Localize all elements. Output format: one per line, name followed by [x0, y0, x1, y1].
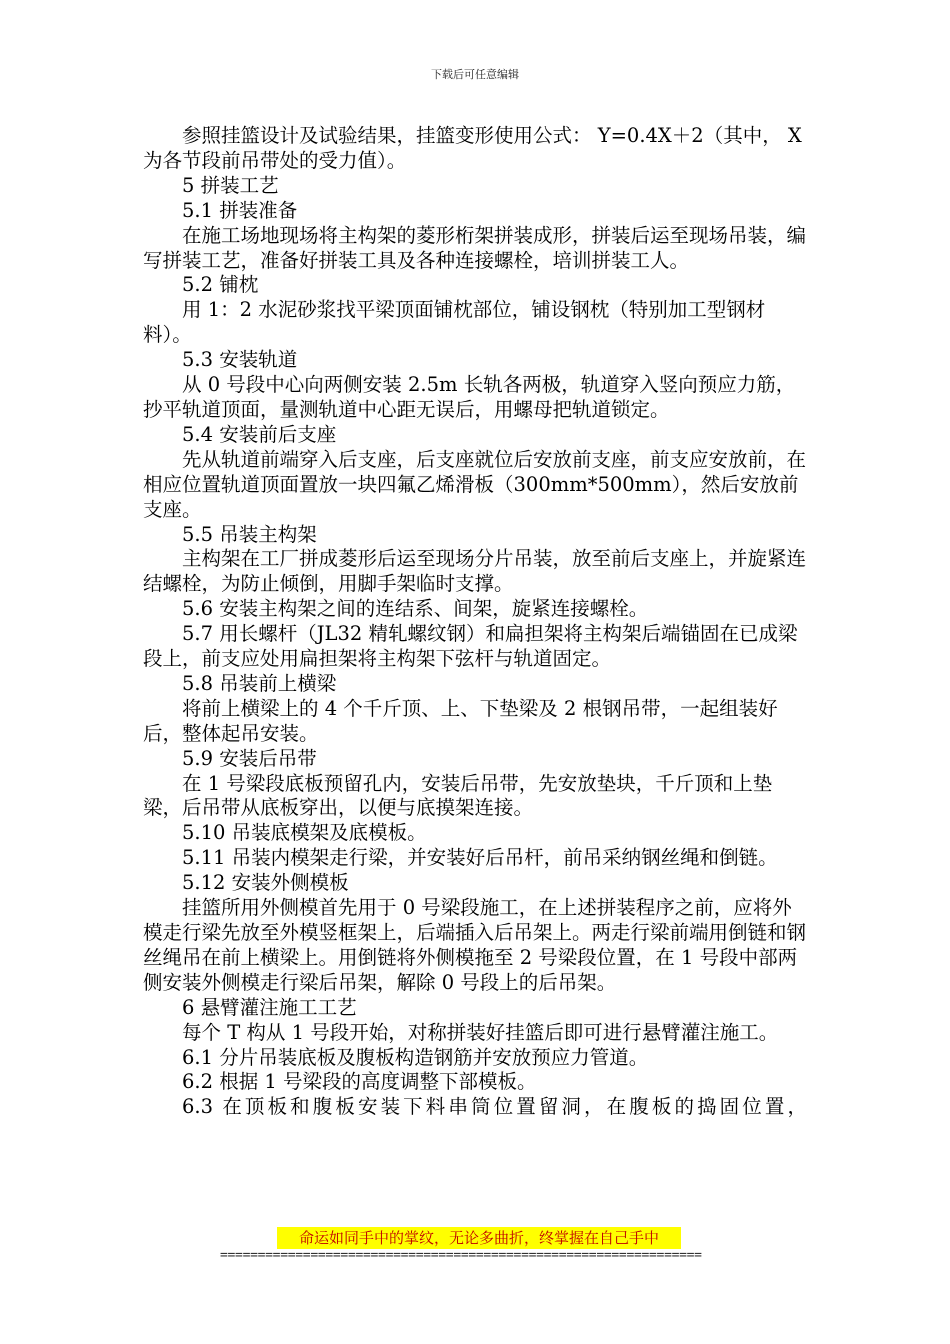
- paragraph: 5.2 铺枕: [182, 273, 259, 297]
- paragraph: 从 0 号段中心向两侧安装 2.5m 长轨各两极，轨道穿入竖向预应力筋，抄平轨道顶面，量测轨道中心距无误后，用螺母把轨道锁定。: [143, 373, 796, 421]
- paragraph: 5.1 拼装准备: [182, 198, 298, 222]
- paragraph: 6.2 根据 1 号梁段的高度调整下部模板。: [182, 1070, 537, 1094]
- paragraph: 5.4 安装前后支座: [182, 422, 337, 446]
- paragraph: 主构架在工厂拼成菱形后运至现场分片吊装，放至前后支座上，并旋紧连结螺栓，为防止倾倒，用脚手架临时支撑。: [143, 547, 807, 596]
- paragraph: 5.5 吊装主构架: [182, 522, 317, 546]
- paragraph: 5.6 安装主构架之间的连结系、间架，旋紧连接螺栓。: [182, 597, 649, 621]
- paragraph: 5.9 安装后吊带: [182, 746, 317, 770]
- paragraph: 5.8 吊装前上横梁: [182, 671, 337, 695]
- paragraph: 用 1：2 水泥砂浆找平梁顶面铺枕部位，铺设钢枕（特别加工型钢材料）。: [143, 298, 766, 347]
- footer-rule: ================================================================: [220, 1248, 702, 1263]
- paragraph: 在 1 号梁段底板预留孔内，安装后吊带，先安放垫块，千斤顶和上垫梁，后吊带从底板穿出，以便与底摸架连接。: [143, 771, 773, 820]
- paragraph: 5.3 安装轨道: [182, 348, 298, 372]
- paragraph: 挂篮所用外侧模首先用于 0 号梁段施工，在上述拼装程序之前，应将外模走行梁先放至外模竖框架上，后端插入后吊架上。两走行梁前端用倒链和钢丝绳吊在前上横梁上。用倒链将外侧模拖至 2 号梁段位置，在 1 号段中部两侧安装外侧模走行梁后吊架，解除 0 号段上的后吊架。: [143, 896, 807, 994]
- paragraph: 5.7 用长螺杆（JL32 精轧螺纹钢）和扁担架将主构架后端锚固在已成梁段上，前支应处用扁担架将主构架下弦杆与轨道固定。: [143, 622, 798, 671]
- paragraph: 将前上横梁上的 4 个千斤顶、上、下垫梁及 2 根钢吊带，一起组装好后，整体起吊安装。: [143, 696, 778, 745]
- footer-banner: 命运如同手中的掌纹，无论多曲折，终掌握在自己手中: [277, 1227, 681, 1249]
- paragraph: 5.11 吊装内模架走行梁，并安装好后吊杆，前吊采纳钢丝绳和倒链。: [182, 846, 778, 870]
- paragraph: 5.12 安装外侧模板: [182, 871, 349, 895]
- paragraph: 6.3 在顶板和腹板安装下料串筒位置留洞，在腹板的捣固位置，: [182, 1095, 807, 1119]
- paragraph: 参照挂篮设计及试验结果，挂篮变形使用公式： Y=0.4X＋2（其中， X 为各节段前吊带处的受力值）。: [143, 124, 802, 172]
- document-body: [143, 124, 807, 1120]
- paragraph: 每个 T 构从 1 号段开始，对称拼装好挂篮后即可进行悬臂灌注施工。: [182, 1020, 779, 1044]
- page-header: 下载后可任意编辑: [431, 68, 519, 81]
- paragraph: 在施工场地现场将主构架的菱形桁架拼装成形，拼装后运至现场吊装，编写拼装工艺，准备好拼装工具及各种连接螺栓，培训拼装工人。: [143, 223, 807, 272]
- paragraph: 5 拼装工艺: [182, 173, 279, 197]
- paragraph: 6 悬臂灌注施工工艺: [182, 995, 357, 1019]
- paragraph: 5.10 吊装底模架及底模板。: [182, 821, 427, 845]
- paragraph: 6.1 分片吊装底板及腹板构造钢筋并安放预应力管道。: [182, 1045, 649, 1069]
- paragraph: 先从轨道前端穿入后支座，后支座就位后安放前支座，前支应安放前，在相应位置轨道顶面置放一块四氟乙烯滑板（300mm*500mm），然后安放前支座。: [143, 447, 807, 521]
